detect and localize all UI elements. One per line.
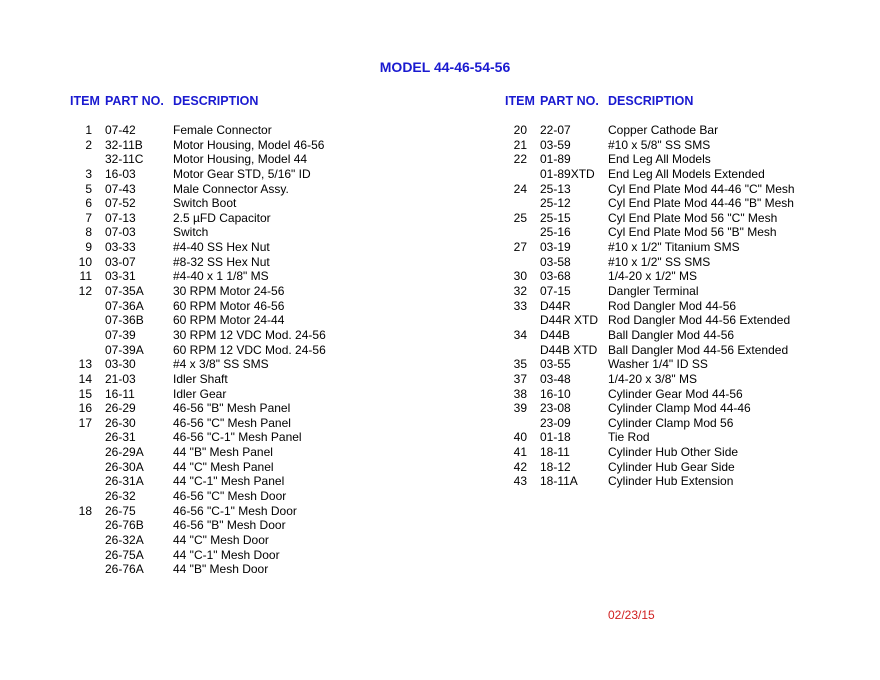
part-description: #4-40 SS Hex Nut bbox=[173, 240, 270, 255]
item-number: 6 bbox=[85, 196, 92, 211]
part-description: Cylinder Clamp Mod 56 bbox=[608, 415, 734, 430]
part-number: 07-52 bbox=[105, 196, 136, 211]
part-number: 07-42 bbox=[105, 123, 136, 137]
part-description: 1/4-20 x 1/2" MS bbox=[608, 269, 697, 284]
item-number: 17 bbox=[78, 415, 92, 430]
part-description: Motor Housing, Model 44 bbox=[173, 152, 308, 167]
part-number: 16-11 bbox=[105, 386, 135, 401]
document-title: MODEL 44-46-54-56 bbox=[379, 59, 511, 75]
item-number: 11 bbox=[79, 269, 92, 284]
part-number: 26-75 bbox=[105, 503, 136, 518]
part-description: Idler Shaft bbox=[173, 371, 228, 386]
part-number: D44B bbox=[540, 327, 571, 342]
part-description: Cylinder Hub Extension bbox=[608, 474, 734, 489]
part-number: 26-30A bbox=[105, 459, 144, 474]
part-description: Ball Dangler Mod 44-56 bbox=[608, 327, 735, 342]
item-number: 2 bbox=[85, 137, 92, 152]
part-description: Cyl End Plate Mod 56 "C" Mesh bbox=[608, 210, 778, 225]
item-number: 38 bbox=[513, 386, 527, 401]
revision-date: 02/23/15 bbox=[608, 608, 655, 622]
part-description: 46-56 "B" Mesh Door bbox=[173, 518, 286, 533]
item-number: 9 bbox=[85, 240, 92, 255]
part-description: Cylinder Clamp Mod 44-46 bbox=[608, 401, 751, 416]
part-description: Washer 1/4" ID SS bbox=[608, 357, 708, 372]
part-description: 46-56 "C-1" Mesh Door bbox=[173, 503, 297, 518]
part-number: 07-35A bbox=[105, 284, 144, 299]
item-number: 14 bbox=[78, 371, 92, 386]
part-number: 26-31A bbox=[105, 474, 144, 489]
item-number: 32 bbox=[513, 284, 527, 299]
part-description: Cyl End Plate Mod 44-46 "B" Mesh bbox=[608, 196, 794, 211]
part-description: Motor Housing, Model 46-56 bbox=[173, 137, 325, 152]
part-number: 03-59 bbox=[540, 137, 571, 152]
part-number: 23-09 bbox=[540, 415, 571, 430]
part-description: End Leg All Models Extended bbox=[608, 166, 765, 181]
header-description: DESCRIPTION bbox=[173, 94, 259, 108]
part-number: 03-68 bbox=[540, 269, 571, 284]
item-number: 1 bbox=[85, 123, 92, 137]
part-number: 03-55 bbox=[540, 357, 571, 372]
item-number: 34 bbox=[513, 327, 527, 342]
part-description: Switch bbox=[173, 225, 209, 240]
item-number: 5 bbox=[85, 181, 92, 196]
item-number: 24 bbox=[513, 181, 527, 196]
part-description: 60 RPM Motor 46-56 bbox=[173, 298, 285, 313]
item-number: 40 bbox=[513, 430, 527, 445]
part-description: Cyl End Plate Mod 44-46 "C" Mesh bbox=[608, 181, 795, 196]
part-number: 03-07 bbox=[105, 254, 136, 269]
part-description: Rod Dangler Mod 44-56 Extended bbox=[608, 313, 791, 328]
part-number: 25-15 bbox=[540, 210, 571, 225]
part-description: Cylinder Hub Other Side bbox=[608, 445, 739, 460]
part-description: 46-56 "C" Mesh Door bbox=[173, 489, 287, 504]
part-number: 21-03 bbox=[105, 371, 136, 386]
header-item: ITEM bbox=[70, 94, 100, 108]
part-description: Rod Dangler Mod 44-56 bbox=[608, 298, 737, 313]
part-number: 16-03 bbox=[105, 166, 136, 181]
part-description: 30 RPM 12 VDC Mod. 24-56 bbox=[173, 327, 326, 342]
part-description: 44 "B" Mesh Door bbox=[173, 562, 269, 577]
part-description: 46-56 "C" Mesh Panel bbox=[173, 415, 291, 430]
part-number: D44R XTD bbox=[540, 313, 599, 328]
part-number: 26-31 bbox=[105, 430, 136, 445]
item-number: 20 bbox=[513, 123, 527, 137]
item-number: 7 bbox=[85, 210, 92, 225]
item-number: 13 bbox=[78, 357, 92, 372]
item-number: 43 bbox=[513, 474, 527, 489]
part-number: 07-39 bbox=[105, 327, 136, 342]
item-number: 21 bbox=[513, 137, 527, 152]
part-description: #10 x 1/2" SS SMS bbox=[608, 254, 711, 269]
part-number: 01-18 bbox=[540, 430, 571, 445]
part-number: 01-89XTD bbox=[540, 166, 595, 181]
part-number: 07-13 bbox=[105, 210, 136, 225]
part-number: D44R bbox=[540, 298, 571, 313]
part-description: Cylinder Hub Gear Side bbox=[608, 459, 735, 474]
part-number: 03-19 bbox=[540, 240, 571, 255]
part-number: 26-76A bbox=[105, 562, 144, 577]
part-description: #10 x 1/2" Titanium SMS bbox=[608, 240, 740, 255]
item-number: 33 bbox=[513, 298, 527, 313]
part-number: 23-08 bbox=[540, 401, 571, 416]
item-number: 37 bbox=[513, 371, 527, 386]
header-item: ITEM bbox=[505, 94, 535, 108]
part-description: Copper Cathode Bar bbox=[608, 123, 719, 137]
header-part-no: PART NO. bbox=[540, 94, 599, 108]
part-number: 18-11A bbox=[540, 474, 578, 489]
item-number: 8 bbox=[85, 225, 92, 240]
part-description: #10 x 5/8" SS SMS bbox=[608, 137, 711, 152]
part-description: Cylinder Gear Mod 44-56 bbox=[608, 386, 743, 401]
part-number: 07-15 bbox=[540, 284, 571, 299]
part-number: 03-58 bbox=[540, 254, 571, 269]
item-number: 42 bbox=[513, 459, 527, 474]
part-description: 44 "C-1" Mesh Door bbox=[173, 547, 280, 562]
part-number: 18-12 bbox=[540, 459, 571, 474]
part-description: Motor Gear STD, 5/16" ID bbox=[173, 166, 311, 181]
part-description: 44 "C-1" Mesh Panel bbox=[173, 474, 285, 489]
header-part-no: PART NO. bbox=[105, 94, 164, 108]
part-number: D44B XTD bbox=[540, 342, 598, 357]
item-number: 27 bbox=[513, 240, 527, 255]
part-description: 1/4-20 x 3/8" MS bbox=[608, 371, 697, 386]
part-number: 07-39A bbox=[105, 342, 144, 357]
part-description: Cyl End Plate Mod 56 "B" Mesh bbox=[608, 225, 777, 240]
part-description: 46-56 "B" Mesh Panel bbox=[173, 401, 291, 416]
part-number: 07-43 bbox=[105, 181, 136, 196]
part-description: 44 "C" Mesh Door bbox=[173, 532, 269, 547]
item-number: 3 bbox=[85, 166, 92, 181]
part-description: 60 RPM Motor 24-44 bbox=[173, 313, 285, 328]
header-description: DESCRIPTION bbox=[608, 94, 694, 108]
part-number: 26-30 bbox=[105, 415, 136, 430]
part-description: 30 RPM Motor 24-56 bbox=[173, 284, 285, 299]
part-number: 18-11 bbox=[540, 445, 570, 460]
part-number: 07-36A bbox=[105, 298, 144, 313]
part-number: 26-29A bbox=[105, 445, 144, 460]
part-description: 44 "C" Mesh Panel bbox=[173, 459, 274, 474]
part-number: 16-10 bbox=[540, 386, 571, 401]
part-number: 32-11C bbox=[105, 152, 144, 167]
part-number: 26-76B bbox=[105, 518, 144, 533]
item-number: 22 bbox=[513, 152, 527, 167]
item-number: 16 bbox=[78, 401, 92, 416]
part-number: 01-89 bbox=[540, 152, 571, 167]
item-number: 39 bbox=[513, 401, 527, 416]
part-number: 26-32A bbox=[105, 532, 144, 547]
part-number: 25-13 bbox=[540, 181, 571, 196]
item-number: 15 bbox=[78, 386, 92, 401]
part-description: Idler Gear bbox=[173, 386, 227, 401]
part-number: 22-07 bbox=[540, 123, 571, 137]
part-number: 26-29 bbox=[105, 401, 136, 416]
part-description: Ball Dangler Mod 44-56 Extended bbox=[608, 342, 789, 357]
item-number: 18 bbox=[78, 503, 92, 518]
part-description: Male Connector Assy. bbox=[173, 181, 289, 196]
item-number: 10 bbox=[78, 254, 92, 269]
part-description: #4-40 x 1 1/8" MS bbox=[173, 269, 269, 284]
part-number: 07-36B bbox=[105, 313, 144, 328]
part-description: Switch Boot bbox=[173, 196, 237, 211]
item-number: 41 bbox=[513, 445, 527, 460]
part-number: 03-48 bbox=[540, 371, 571, 386]
item-number: 30 bbox=[513, 269, 527, 284]
part-number: 03-30 bbox=[105, 357, 136, 372]
part-description: #8-32 SS Hex Nut bbox=[173, 254, 270, 269]
part-description: #4 x 3/8" SS SMS bbox=[173, 357, 269, 372]
item-number: 35 bbox=[513, 357, 527, 372]
part-number: 07-03 bbox=[105, 225, 136, 240]
part-description: 2.5 µFD Capacitor bbox=[173, 210, 271, 225]
part-description: End Leg All Models bbox=[608, 152, 711, 167]
item-number: 25 bbox=[513, 210, 527, 225]
part-description: 44 "B" Mesh Panel bbox=[173, 445, 273, 460]
part-description: 46-56 "C-1" Mesh Panel bbox=[173, 430, 302, 445]
part-description: Female Connector bbox=[173, 123, 272, 137]
part-number: 26-32 bbox=[105, 489, 136, 504]
part-number: 26-75A bbox=[105, 547, 144, 562]
part-description: Tie Rod bbox=[608, 430, 650, 445]
part-number: 25-16 bbox=[540, 225, 571, 240]
part-number: 03-31 bbox=[105, 269, 136, 284]
part-description: 60 RPM 12 VDC Mod. 24-56 bbox=[173, 342, 326, 357]
part-number: 03-33 bbox=[105, 240, 136, 255]
item-number: 12 bbox=[78, 284, 92, 299]
part-number: 25-12 bbox=[540, 196, 571, 211]
part-description: Dangler Terminal bbox=[608, 284, 699, 299]
part-number: 32-11B bbox=[105, 137, 143, 152]
